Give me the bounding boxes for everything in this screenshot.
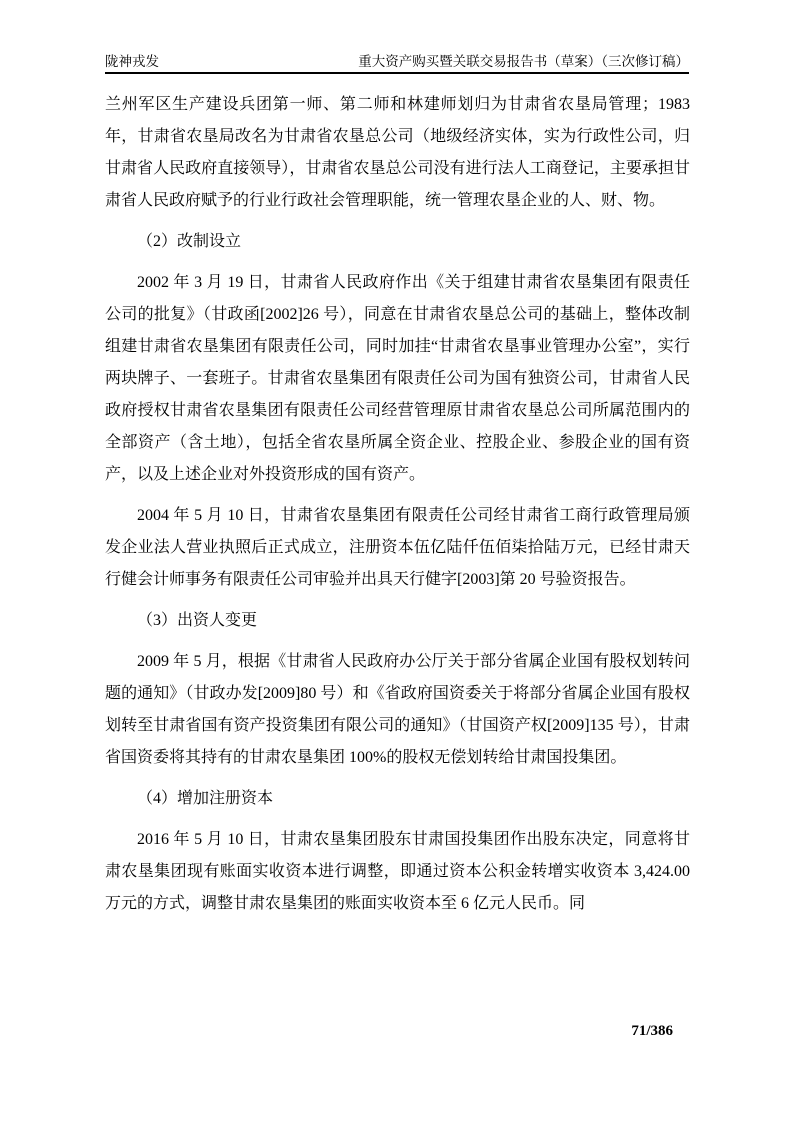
page-number: 71/386 (631, 1023, 673, 1039)
body-paragraph: 2009 年 5 月，根据《甘肃省人民政府办公厅关于部分省属企业国有股权划转问题的通知》（甘政办发[2009]80 号）和《省政府国资委关于将部分省属企业国有股权划转至甘肃省国有资产投资集团有限公司的通知》（甘国资产权[2009]135 号），甘肃省国资委将其持有的甘肃农垦集团 100%的股权无偿划转给甘肃国投集团。 (105, 653, 690, 766)
header-row (105, 53, 689, 71)
page-footer (631, 1022, 673, 1040)
header-report-title: 重大资产购买暨关联交易报告书（草案）（三次修订稿） (358, 54, 689, 69)
body-paragraph: 2004 年 5 月 10 日，甘肃省农垦集团有限责任公司经甘肃省工商行政管理局颁发企业法人营业执照后正式成立，注册资本伍亿陆仟伍佰柒拾陆万元，已经甘肃天行健会计师事务有限责任公司审验并出具天行健字[2003]第 20 号验资报告。 (105, 507, 690, 588)
body-paragraph: 兰州军区生产建设兵团第一师、第二师和林建师划归为甘肃省农垦局管理；1983 年，甘肃省农垦局改名为甘肃省农垦总公司（地级经济实体，实为行政性公司，归甘肃省人民政府直接领导），甘肃省农垦总公司没有进行法人工商登记，主要承担甘肃省人民政府赋予的行业行政社会管理职能，统一管理农垦企业的人、财、物。 (105, 96, 690, 209)
body-paragraph: 2016 年 5 月 10 日，甘肃农垦集团股东甘肃国投集团作出股东决定，同意将甘肃农垦集团现有账面实收资本进行调整，即通过资本公积金转增实收资本 3,424.00 万元的方式，调整甘肃农垦集团的账面实收资本至 6 亿元人民币。同 (105, 831, 690, 912)
section-heading: （2）改制设立 (137, 233, 242, 250)
section-heading: （4）增加注册资本 (137, 790, 274, 807)
body-paragraph: 2002 年 3 月 19 日，甘肃省人民政府作出《关于组建甘肃省农垦集团有限责任公司的批复》（甘政函[2002]26 号），同意在甘肃省农垦总公司的基础上，整体改制组建甘肃省农垦集团有限责任公司，同时加挂“甘肃省农垦事业管理办公室”，实行两块牌子、一套班子。甘肃省农垦集团有限责任公司为国有独资公司，甘肃省人民政府授权甘肃省农垦集团有限责任公司经营管理原甘肃省农垦总公司所属范围内的全部资产（含土地），包括全省农垦所属全资企业、控股企业、参股企业的国有资产，以及上述企业对外投资形成的国有资产。 (105, 274, 690, 483)
section-heading: （3）出资人变更 (137, 612, 258, 629)
header-rule (105, 72, 689, 74)
header-company-name: 陇神戎发 (105, 54, 159, 69)
page-header (105, 53, 689, 71)
document-body (105, 89, 690, 929)
